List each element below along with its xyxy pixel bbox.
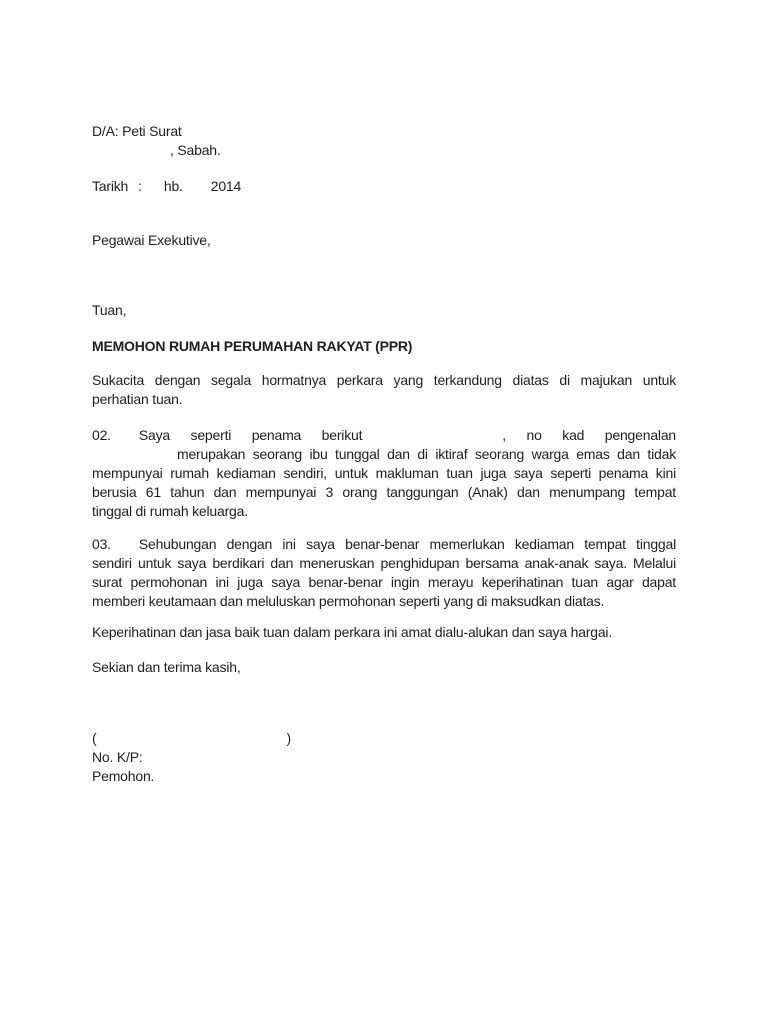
- paragraph-03-line-4-text: memberi keutamaan dan meluluskan permohonan seperti yang di maksudkan diatas.: [92, 593, 605, 609]
- subject-text: MEMOHON RUMAH PERUMAHAN RAKYAT (PPR): [92, 338, 413, 354]
- signature-applicant-label: Pemohon.: [92, 768, 155, 784]
- paragraph-intro-line-2-text: perhatian tuan.: [92, 391, 183, 407]
- paragraph-02-line-1: [92, 426, 676, 445]
- paragraph-intro-line-1: [92, 371, 676, 390]
- paragraph-02-line-4: [92, 483, 676, 502]
- address-line-1-text: D/A: Peti Surat: [92, 123, 182, 139]
- paragraph-intro: [92, 371, 676, 409]
- paragraph-intro-line-2: [92, 390, 676, 409]
- blank-date-gap: [128, 190, 138, 191]
- date-day-suffix: hb.: [163, 178, 183, 194]
- closing-line: [92, 658, 676, 677]
- paragraph-03-line-2: [92, 554, 676, 573]
- paragraph-03-number: 03.: [92, 536, 111, 552]
- recipient-text: Pegawai Exekutive,: [92, 232, 211, 248]
- paragraph-03-line-3: [92, 573, 676, 592]
- blank-name-field: [362, 439, 502, 440]
- signature-close-paren: ): [286, 730, 291, 746]
- paragraph-02: [92, 426, 676, 521]
- paragraph-02-line-4-text: berusia 61 tahun dan mempunyai 3 orang tanggungan (Anak) dan menumpang tempat: [92, 484, 676, 500]
- recipient-line: [92, 231, 676, 250]
- signature-name-line: [92, 729, 676, 748]
- paragraph-02-line-3-text: mempunyai rumah kediaman sendiri, untuk makluman tuan juga saya seperti penama kini: [92, 465, 676, 481]
- paragraph-03-line-1-text: Sehubungan dengan ini saya benar-benar memerlukan kediaman tempat tinggal: [138, 536, 676, 552]
- signature-open-paren: (: [92, 730, 97, 746]
- paragraph-02-line-5-text: tinggal di rumah keluarga.: [92, 503, 248, 519]
- date-label: Tarikh: [92, 178, 129, 194]
- paragraph-02-line-2: [92, 445, 676, 464]
- paragraph-02-line-5: [92, 502, 676, 521]
- paragraph-02-line-3: [92, 464, 676, 483]
- paragraph-02-line-1a-text: Saya seperti penama berikut: [138, 427, 363, 443]
- paragraph-03-line-3-text: surat permohonan ini juga saya benar-benar ingin merayu keperihatinan tuan agar dapat: [92, 574, 676, 590]
- blank-ic-field: [92, 458, 177, 459]
- address-line-2: [92, 141, 676, 160]
- salutation-line: [92, 301, 676, 320]
- signature-ic-label: No. K/P:: [92, 749, 143, 765]
- address-line-2-text: , Sabah.: [170, 142, 221, 158]
- paragraph-03-line-4: [92, 592, 676, 611]
- paragraph-tab: [111, 548, 139, 549]
- blank-address-field: [92, 154, 170, 155]
- paragraph-tab: [111, 439, 139, 440]
- signature-ic-line: [92, 748, 676, 767]
- blank-signature-name-field: [96, 742, 286, 743]
- closing-text: Sekian dan terima kasih,: [92, 659, 241, 675]
- letter-body: [92, 122, 676, 786]
- paragraph-02-number: 02.: [92, 427, 111, 443]
- date-line: [92, 177, 676, 196]
- date-year: 2014: [210, 178, 242, 194]
- paragraph-02-line-2-text: merupakan seorang ibu tunggal dan di iktiraf seorang warga emas dan tidak: [177, 446, 676, 462]
- paragraph-03: [92, 535, 676, 611]
- date-colon: :: [138, 178, 142, 194]
- address-line-1: [92, 122, 676, 141]
- blank-day-field: [142, 190, 164, 191]
- signature-applicant-line: [92, 767, 676, 786]
- blank-month-field: [183, 190, 211, 191]
- paragraph-03-line-2-text: sendiri untuk saya berdikari dan meneruskan penghidupan bersama anak-anak saya. Melalui: [92, 555, 676, 571]
- paragraph-appreciation: [92, 623, 676, 642]
- paragraph-03-line-1: [92, 535, 676, 554]
- salutation-text: Tuan,: [92, 302, 127, 318]
- subject-line: [92, 337, 676, 356]
- paragraph-intro-line-1-text: Sukacita dengan segala hormatnya perkara yang terkandung diatas di majukan untuk: [92, 372, 676, 388]
- paragraph-02-line-1b-text: , no kad pengenalan: [502, 427, 676, 443]
- paragraph-appreciation-text: Keperihatinan dan jasa baik tuan dalam perkara ini amat dialu-alukan dan saya hargai.: [92, 624, 613, 640]
